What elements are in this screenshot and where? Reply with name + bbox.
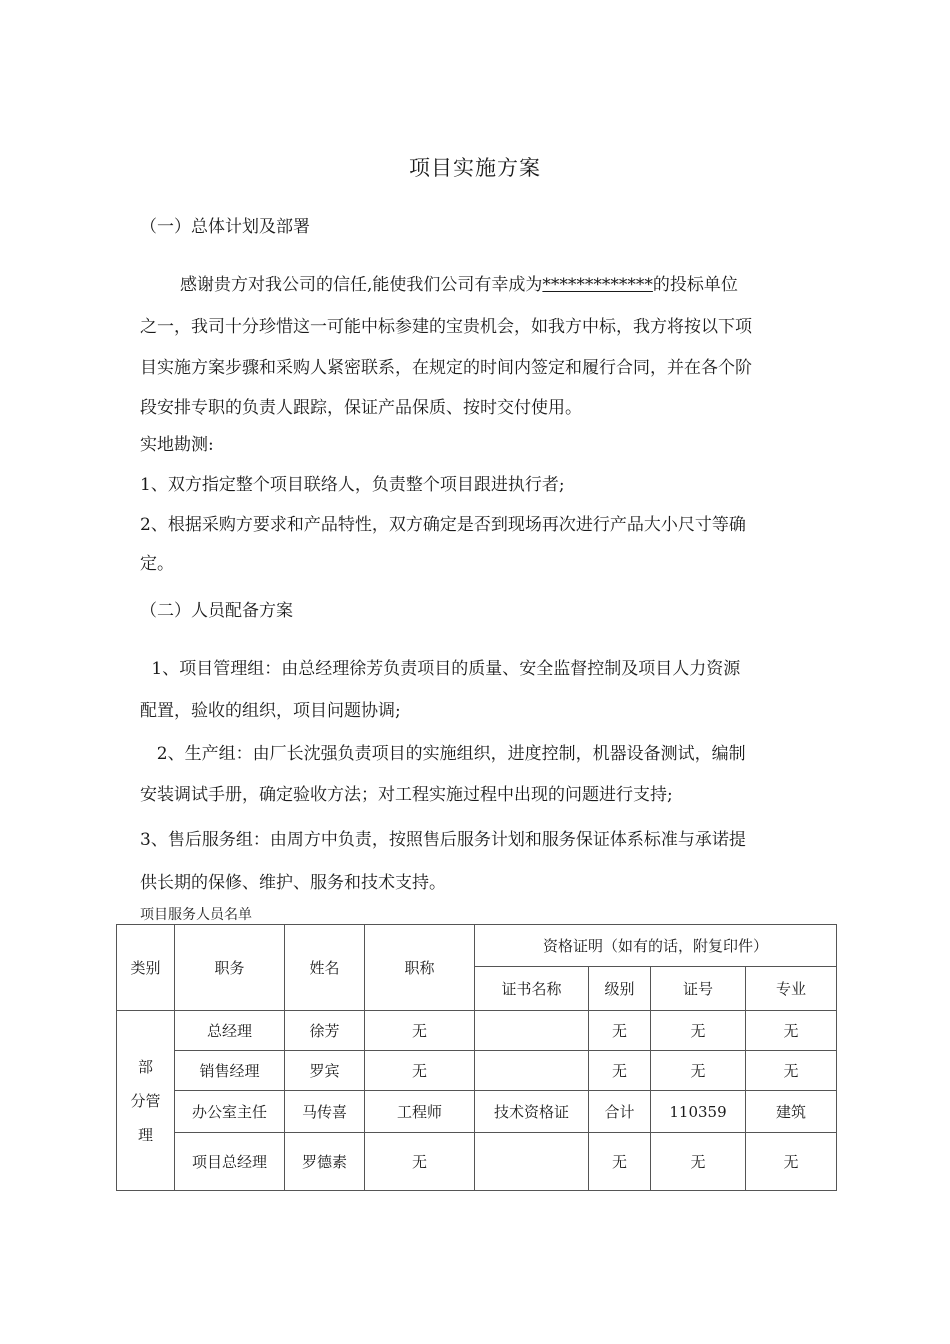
masked-project-name: *************: [542, 275, 653, 295]
header-major: 专业: [746, 967, 837, 1011]
paragraph-line: 段安排专职的负责人跟踪，保证产品保质、按时交付使用。: [140, 398, 582, 418]
category-label: 理: [137, 1125, 153, 1144]
cell-major: 无: [746, 1133, 837, 1191]
table-row: [117, 1051, 837, 1091]
cell-major: 建筑: [746, 1091, 837, 1133]
cell-cert-name: [475, 1051, 589, 1091]
cell-position: 项目总经理: [175, 1133, 285, 1191]
cell-level: 无: [589, 1051, 651, 1091]
group-management-cont: 配置，验收的组织，项目问题协调;: [140, 701, 401, 721]
group-production: 2、生产组：由厂长沈强负责项目的实施组织，进度控制，机器设备测试，编制: [146, 744, 746, 764]
category-cell: [117, 1011, 175, 1191]
cell-title: 无: [365, 1133, 475, 1191]
cell-level: 合计: [589, 1091, 651, 1133]
cell-major: 无: [746, 1011, 837, 1051]
category-label: 部: [137, 1057, 153, 1076]
staff-table: [116, 924, 837, 1191]
paragraph-text: 的投标单位: [652, 275, 738, 295]
cell-cert-no: 无: [651, 1133, 746, 1191]
cell-position: 销售经理: [175, 1051, 285, 1091]
header-title: 职称: [365, 925, 475, 1011]
header-category: 类别: [117, 925, 175, 1011]
header-qualification: 资格证明（如有的话，附复印件）: [475, 925, 837, 967]
cell-position: 办公室主任: [175, 1091, 285, 1133]
cell-cert-name: [475, 1011, 589, 1051]
document-title: 项目实施方案: [409, 156, 541, 180]
cell-title: 工程师: [365, 1091, 475, 1133]
survey-item-2-cont: 定。: [140, 554, 174, 574]
header-level: 级别: [589, 967, 651, 1011]
paragraph-line: [180, 274, 738, 296]
cell-level: 无: [589, 1011, 651, 1051]
survey-item-1: 1、双方指定整个项目联络人，负责整个项目跟进执行者;: [140, 475, 565, 495]
table-row: [117, 1133, 837, 1191]
cell-level: 无: [589, 1133, 651, 1191]
paragraph-line: 之一，我司十分珍惜这一可能中标参建的宝贵机会，如我方中标，我方将按以下项: [140, 317, 752, 337]
header-cert-no: 证号: [651, 967, 746, 1011]
cell-cert-no: 110359: [651, 1091, 746, 1133]
cell-title: 无: [365, 1011, 475, 1051]
table-caption: 项目服务人员名单: [140, 907, 252, 923]
group-aftersales-cont: 供长期的保修、维护、服务和技术支持。: [140, 873, 446, 893]
table-row: [117, 1011, 837, 1051]
group-aftersales: 3、售后服务组：由周方中负责，按照售后服务计划和服务保证体系标准与承诺提: [140, 830, 746, 850]
header-name: 姓名: [285, 925, 365, 1011]
cell-cert-name: [475, 1133, 589, 1191]
paragraph-text: 感谢贵方对我公司的信任,能使我们公司有幸成为: [180, 275, 543, 295]
survey-item-2: 2、根据采购方要求和产品特性，双方确定是否到现场再次进行产品大小尺寸等确: [140, 515, 746, 535]
section1-heading: （一）总体计划及部署: [140, 217, 310, 237]
cell-major: 无: [746, 1051, 837, 1091]
cell-cert-no: 无: [651, 1051, 746, 1091]
cell-position: 总经理: [175, 1011, 285, 1051]
cell-cert-name: 技术资格证: [475, 1091, 589, 1133]
section2-heading: （二）人员配备方案: [140, 601, 293, 621]
group-management: 1、项目管理组：由总经理徐芳负责项目的质量、安全监督控制及项目人力资源: [146, 659, 741, 679]
table-row: [117, 1091, 837, 1133]
survey-label: 实地勘测:: [140, 435, 214, 455]
header-position: 职务: [175, 925, 285, 1011]
category-label: 分管: [130, 1091, 161, 1110]
cell-name: 徐芳: [285, 1011, 365, 1051]
header-cert-name: 证书名称: [475, 967, 589, 1011]
paragraph-line: 目实施方案步骤和采购人紧密联系，在规定的时间内签定和履行合同，并在各个阶: [140, 358, 752, 378]
cell-name: 马传喜: [285, 1091, 365, 1133]
cell-name: 罗德素: [285, 1133, 365, 1191]
group-production-cont: 安装调试手册，确定验收方法；对工程实施过程中出现的问题进行支持;: [140, 785, 673, 805]
cell-cert-no: 无: [651, 1011, 746, 1051]
cell-title: 无: [365, 1051, 475, 1091]
cell-name: 罗宾: [285, 1051, 365, 1091]
header-row: [117, 925, 837, 967]
